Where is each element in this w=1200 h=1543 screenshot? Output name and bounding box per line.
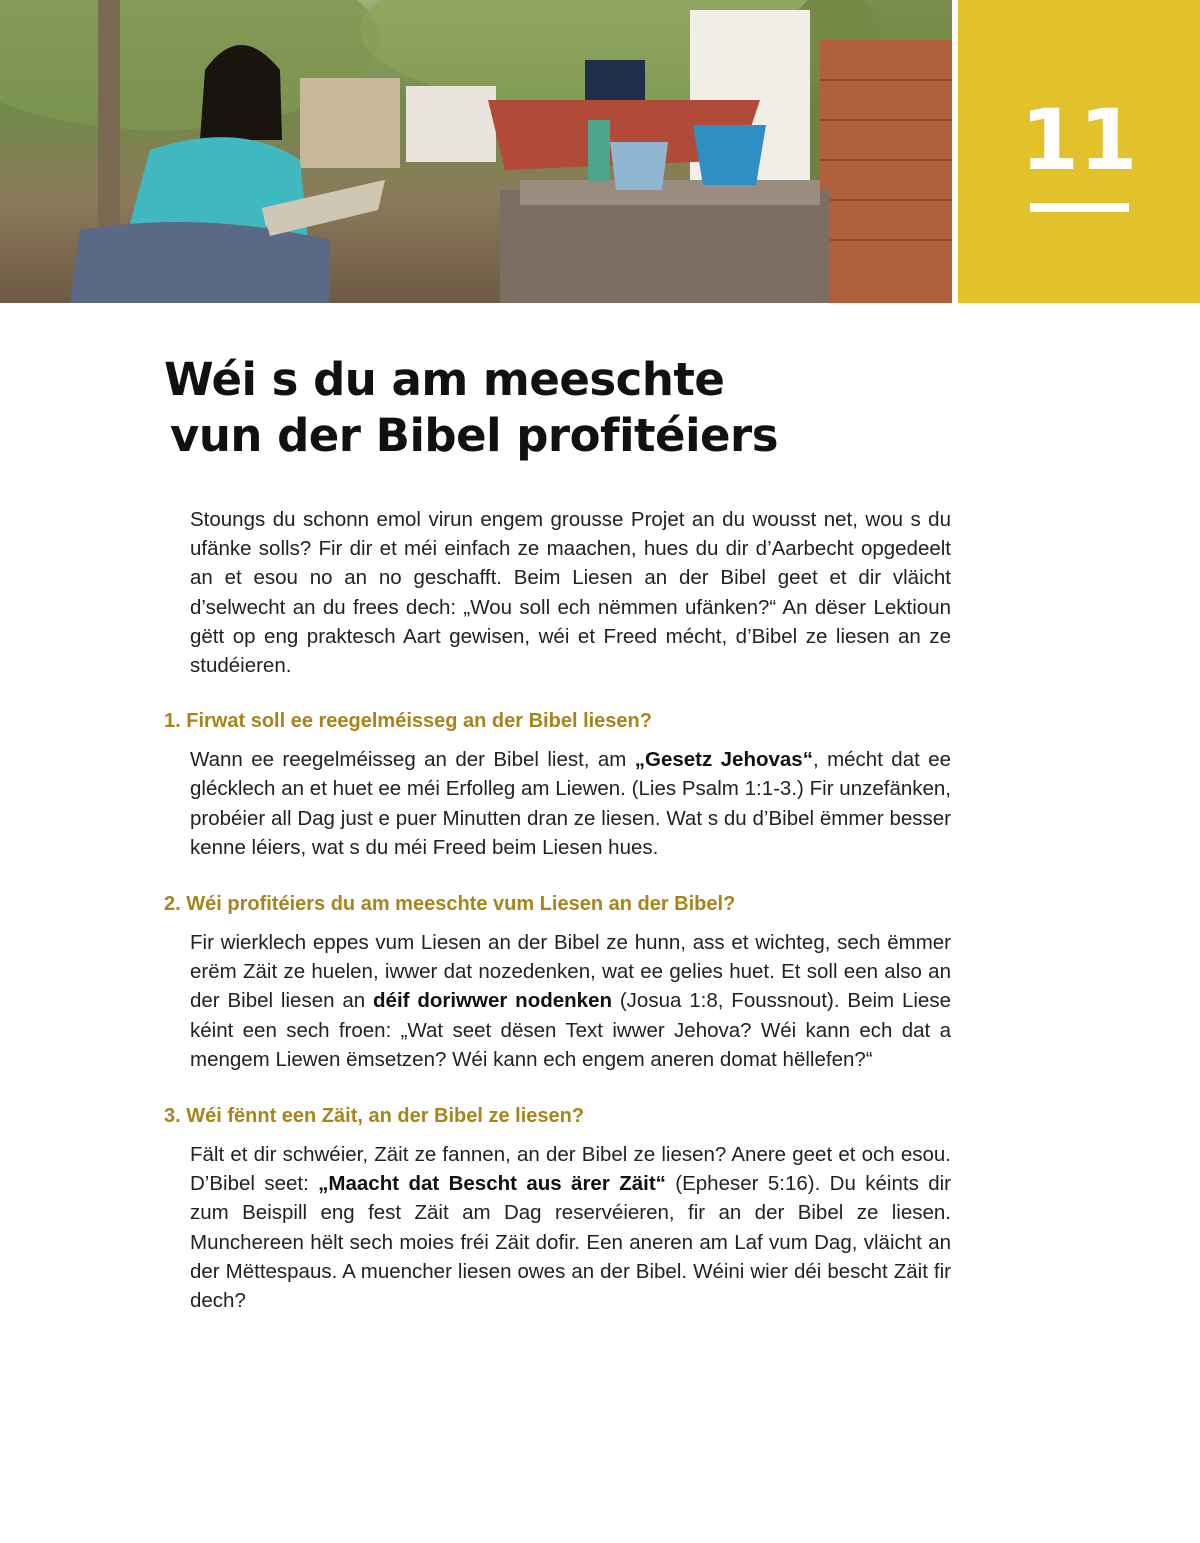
answer-1-text-a: Wann ee reegelméisseg an der Bibel liest, am xyxy=(190,748,635,772)
question-2: 2. Wéi profitéiers du am meeschte vum Liesen an der Bibel? xyxy=(164,893,736,916)
lesson-number-badge xyxy=(958,0,1200,303)
question-3: 3. Wéi fënnt een Zäit, an der Bibel ze liesen? xyxy=(164,1105,585,1128)
answer-2-text-a: Fir wierklech eppes vum Liesen an der Bibel ze hunn, ass et wichteg, sech ëmmer erëm Zäit ze huelen, iwwer dat nozedenken, wat ee gelies huet. Et soll een also an der Bibel liesen an xyxy=(190,931,951,1013)
title-line-1: Wéi s du am meeschte xyxy=(164,353,725,406)
answer-3-text-a: Fält et dir schwéier, Zäit ze fannen, an der Bibel ze liesen? Anere geet et och esou. D’Bibel seet: xyxy=(190,1143,951,1196)
intro-paragraph: Stoungs du schonn emol virun engem grousse Projet an du wousst net, wou s du ufänke solls? Fir dir et méi einfach ze maachen, hues du dir d’Aarbecht opgedeelt an et esou no an no geschafft. Beim Liesen an der Bibel geet et dir vläicht d’selwecht an du frees dech: „Wou soll ech nëmmen ufänken?“ An dëser Lektioun gëtt op eng praktesch Aart gewisen, wéi et Freed mécht, d’Bibel ze liesen an ze studéieren. xyxy=(190,508,951,678)
answer-2-emphasis: déif doriwwer nodenken xyxy=(373,989,612,1013)
answer-3-text-b: (Epheser 5:16). Du kéints dir zum Beispill eng fest Zäit am Dag reservéieren, fir an der Bibel ze liesen. Munchereen hëlt sech moies fréi Zäit dofir. Een aneren am Laf vum Dag, vläicht an der Mëttespaus. A muencher liesen owes an der Bibel. Wéini wier déi bescht Zäit fir dech? xyxy=(190,1172,951,1313)
answer-3 xyxy=(190,1140,951,1315)
answer-2 xyxy=(190,928,951,1074)
answer-3-emphasis: „Maacht dat Bescht aus ärer Zäit“ xyxy=(318,1172,666,1196)
lesson-content xyxy=(164,505,951,1343)
badge-underline xyxy=(1030,203,1129,212)
answer-2-text-b: (Josua 1:8, Foussnout). Beim Liese kéint een sech froen: „Wat seet dësen Text iwwer Jehova? Wéi kann ech dat a mengem Liewen ëmsetzen? Wéi kann ech engem aneren domat hëllefen?“ xyxy=(190,989,951,1071)
photo-woman-reading-bible xyxy=(0,0,952,303)
answer-1 xyxy=(190,745,951,862)
page-title xyxy=(164,352,924,464)
answer-1-text-b: , mécht dat ee glécklech an et huet ee méi Erfolleg am Liewen. (Lies Psalm 1:1-3.) Fir unzefänken, probéier all Dag just e puer Minutten dran ze liesen. Wat s du d’Bibel ëmmer besser kenne léiers, wat s du méi Freed beim Liesen hues. xyxy=(190,748,951,859)
question-1: 1. Firwat soll ee reegelméisseg an der Bibel liesen? xyxy=(164,710,652,733)
answer-1-emphasis: „Gesetz Jehovas“ xyxy=(634,748,813,772)
header-photo xyxy=(0,0,952,303)
lesson-number: 11 xyxy=(1020,91,1138,189)
title-line-2: vun der Bibel profitéiers xyxy=(170,409,778,462)
